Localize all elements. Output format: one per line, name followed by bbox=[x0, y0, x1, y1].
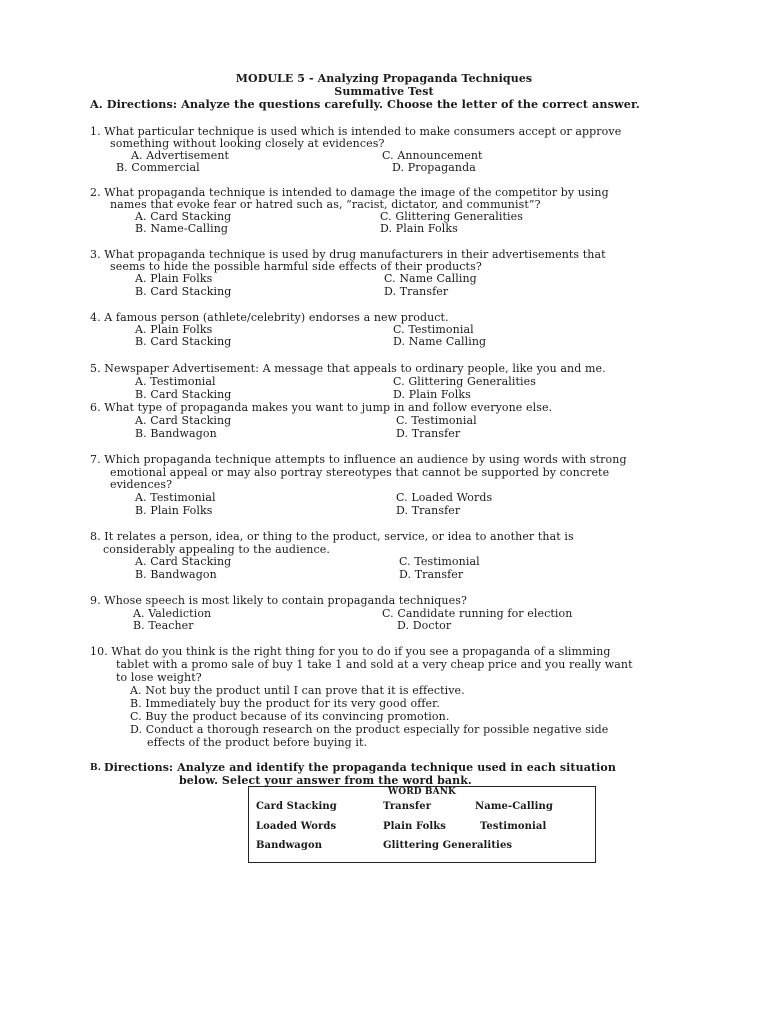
option-c: C. Glittering Generalities bbox=[393, 375, 537, 388]
option-d: D. Transfer bbox=[396, 504, 461, 517]
word-bank-box bbox=[248, 786, 596, 863]
option-a: A. Not buy the product until I can prove that it is effective. bbox=[130, 684, 465, 697]
option-a: A. Testimonial bbox=[135, 375, 216, 388]
option-a: A. Testimonial bbox=[135, 491, 216, 504]
option-c: C. Testimonial bbox=[393, 323, 474, 336]
part-b-label: B. bbox=[90, 763, 101, 773]
question-stem: 3. What propaganda technique is used by drug manufacturers in their advertisements that bbox=[90, 248, 606, 261]
question-stem: 6. What type of propaganda makes you want to jump in and follow everyone else. bbox=[90, 401, 553, 414]
question-stem: evidences? bbox=[110, 478, 173, 491]
directions-a: A. Directions: Analyze the questions carefully. Choose the letter of the correct answer. bbox=[90, 97, 640, 111]
option-d: D. Plain Folks bbox=[393, 388, 471, 401]
option-b: B. Name-Calling bbox=[135, 222, 229, 235]
option-d: D. Plain Folks bbox=[380, 222, 458, 235]
question-stem: 2. What propaganda technique is intended to damage the image of the competitor by using bbox=[90, 186, 609, 199]
option-b: B. Card Stacking bbox=[135, 335, 232, 348]
option-d: D. Conduct a thorough research on the product especially for possible negative side bbox=[130, 723, 609, 736]
word-bank-title: WORD BANK bbox=[388, 787, 456, 797]
option-b: B. Commercial bbox=[116, 161, 200, 174]
word-bank-item: Transfer bbox=[383, 801, 432, 812]
option-b: B. Card Stacking bbox=[135, 388, 232, 401]
option-b: B. Teacher bbox=[133, 619, 194, 632]
word-bank-item: Testimonial bbox=[480, 821, 547, 832]
option-c: C. Loaded Words bbox=[396, 491, 493, 504]
option-c: C. Testimonial bbox=[396, 414, 477, 427]
question-stem: considerably appealing to the audience. bbox=[103, 543, 330, 556]
question-stem: names that evoke fear or hatred such as, “racist, dictator, and communist”? bbox=[110, 198, 541, 211]
option-c: C. Glittering Generalities bbox=[380, 210, 524, 223]
part-b-directions-line2: below. Select your answer from the word bank. bbox=[179, 774, 472, 787]
option-b: B. Card Stacking bbox=[135, 285, 232, 298]
question-stem: 7. Which propaganda technique attempts to influence an audience by using words with strong bbox=[90, 453, 627, 466]
word-bank-item: Plain Folks bbox=[383, 821, 447, 832]
option-c: C. Buy the product because of its convincing promotion. bbox=[130, 710, 450, 723]
option-d: D. Propaganda bbox=[392, 161, 476, 174]
question-stem: emotional appeal or may also portray stereotypes that cannot be supported by concrete bbox=[110, 466, 610, 479]
option-a: A. Card Stacking bbox=[135, 210, 232, 223]
option-c: C. Announcement bbox=[382, 149, 483, 162]
question-stem: something without looking closely at evidences? bbox=[110, 137, 385, 150]
option-b: B. Bandwagon bbox=[135, 568, 217, 581]
question-stem: 8. It relates a person, idea, or thing to the product, service, or idea to another that is bbox=[90, 530, 574, 543]
option-a: A. Plain Folks bbox=[135, 323, 213, 336]
test-subtitle: Summative Test bbox=[334, 85, 434, 98]
question-stem: 10. What do you think is the right thing for you to do if you see a propaganda of a slimming bbox=[90, 645, 611, 658]
question-stem: 5. Newspaper Advertisement: A message that appeals to ordinary people, like you and me. bbox=[90, 362, 606, 375]
question-stem: 9. Whose speech is most likely to contain propaganda techniques? bbox=[90, 594, 467, 607]
module-title: MODULE 5 - Analyzing Propaganda Techniques bbox=[235, 72, 533, 85]
option-d-continued: effects of the product before buying it. bbox=[147, 736, 368, 749]
option-d: D. Doctor bbox=[397, 619, 452, 632]
option-c: C. Name Calling bbox=[384, 272, 477, 285]
part-b-directions-line1: Directions: Analyze and identify the propaganda technique used in each situation bbox=[104, 761, 616, 774]
question-stem: tablet with a promo sale of buy 1 take 1 and sold at a very cheap price and you really want bbox=[116, 658, 633, 671]
option-a: A. Plain Folks bbox=[135, 272, 213, 285]
option-b: B. Bandwagon bbox=[135, 427, 217, 440]
option-a: A. Valediction bbox=[133, 607, 212, 620]
question-stem: seems to hide the possible harmful side effects of their products? bbox=[110, 260, 482, 273]
option-b: B. Plain Folks bbox=[135, 504, 213, 517]
word-bank-item: Name-Calling bbox=[475, 801, 554, 812]
option-a: A. Advertisement bbox=[131, 149, 230, 162]
option-c: C. Candidate running for election bbox=[382, 607, 573, 620]
option-c: C. Testimonial bbox=[399, 555, 480, 568]
option-d: D. Transfer bbox=[399, 568, 464, 581]
question-stem: 1. What particular technique is used which is intended to make consumers accept or approve bbox=[90, 125, 622, 138]
word-bank-item: Glittering Generalities bbox=[383, 840, 513, 851]
option-d: D. Name Calling bbox=[393, 335, 487, 348]
option-a: A. Card Stacking bbox=[135, 555, 232, 568]
question-stem: to lose weight? bbox=[116, 671, 202, 684]
word-bank-item: Loaded Words bbox=[256, 821, 337, 832]
option-d: D. Transfer bbox=[384, 285, 449, 298]
word-bank-item: Bandwagon bbox=[256, 840, 323, 851]
question-stem: 4. A famous person (athlete/celebrity) endorses a new product. bbox=[90, 311, 449, 324]
word-bank-item: Card Stacking bbox=[256, 801, 337, 812]
option-b: B. Immediately buy the product for its very good offer. bbox=[130, 697, 440, 710]
option-d: D. Transfer bbox=[396, 427, 461, 440]
option-a: A. Card Stacking bbox=[135, 414, 232, 427]
